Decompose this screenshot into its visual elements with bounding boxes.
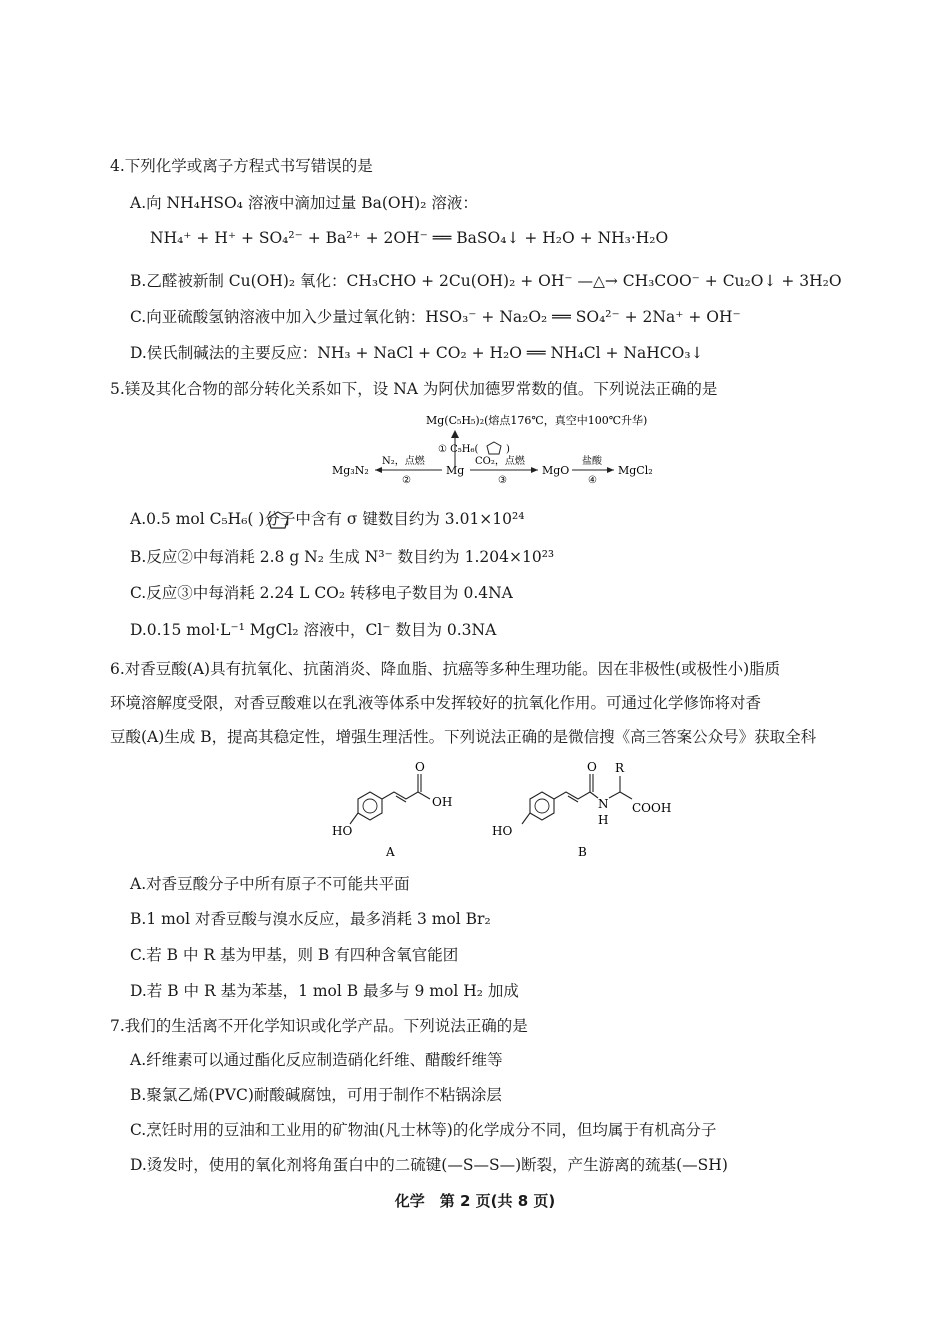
svg-text:): ) [506,444,510,455]
coumaric-acid-structures [320,760,690,865]
q7-option-a: A.纤维素可以通过酯化反应制造硝化纤维、醋酸纤维等 [130,1051,503,1069]
q5-option-a: A.0.5 mol C₅H₆( )分子中含有 σ 键数目约为 3.01×10²⁴ [130,510,525,528]
q6-stem-line2: 环境溶解度受限，对香豆酸难以在乳液等体系中发挥较好的抗氧化作用。可通过化学修饰将对香 [110,694,762,712]
q4-option-d: D.侯氏制碱法的主要反应：NH₃ + NaCl + CO₂ + H₂O ══ NH₄Cl + NaHCO₃↓ [130,344,704,362]
q5-option-d: D.0.15 mol·L⁻¹ MgCl₂ 溶液中，Cl⁻ 数目为 0.3NA [130,621,497,639]
struct-a-o: O [415,760,425,774]
scheme-co2-label: CO₂，点燃 [475,456,525,467]
scheme-mgo: MgO [542,464,570,477]
scheme-mgcl2: MgCl₂ [618,464,653,477]
q4-stem: 4.下列化学或离子方程式书写错误的是 [110,157,373,175]
mg-reaction-scheme [320,408,680,488]
struct-b-h: H [598,813,609,827]
q6-stem-line3: 豆酸(A)生成 B，提高其稳定性，增强生理活性。下列说法正确的是微信搜《高三答案公众号》获取全科 [110,728,817,746]
scheme-mg3n2: Mg₃N₂ [332,464,369,477]
scheme-co2-num: ③ [498,475,507,486]
benzene-ring-b [530,792,554,820]
scheme-n2-label: N₂，点燃 [382,456,425,467]
scheme-hcl-num: ④ [588,475,597,486]
scheme-hcl-label: 盐酸 [582,456,602,467]
scheme-up-label: ① C₅H₆( [438,444,479,455]
q6-option-a: A.对香豆酸分子中所有原子不可能共平面 [130,875,410,893]
q5-option-b: B.反应②中每消耗 2.8 g N₂ 生成 N³⁻ 数目约为 1.204×10²³ [130,548,555,566]
q7-option-b: B.聚氯乙烯(PVC)耐酸碱腐蚀，可用于制作不粘锅涂层 [130,1086,502,1104]
cyclopentadiene-ring-icon [263,510,293,530]
struct-b-n: N [598,797,609,811]
struct-b-r: R [615,761,625,775]
q7-option-c: C.烹饪时用的豆油和工业用的矿物油(凡士林等)的化学成分不同，但均属于有机高分子 [130,1121,717,1139]
q4-option-a-head: A.向 NH₄HSO₄ 溶液中滴加过量 Ba(OH)₂ 溶液： [130,194,478,212]
q7-option-d: D.烫发时，使用的氧化剂将角蛋白中的二硫键(—S—S—)断裂，产生游离的巯基(—SH) [130,1156,728,1174]
q6-option-b: B.1 mol 对香豆酸与溴水反应，最多消耗 3 mol Br₂ [130,910,491,928]
struct-b-ho: HO [492,824,513,838]
struct-a-label: A [386,845,395,859]
q5-option-c: C.反应③中每消耗 2.24 L CO₂ 转移电子数目为 0.4NA [130,584,513,602]
scheme-mg: Mg [446,464,465,477]
cyclopentadiene-icon [487,442,501,454]
struct-b-label: B [578,845,587,859]
scheme-n2-num: ② [402,475,411,486]
page-footer: 化学 第 2 页(共 8 页) [394,1192,556,1210]
scheme-top-product: Mg(C₅H₅)₂(熔点176℃，真空中100℃升华) [426,414,648,427]
q5-stem: 5.镁及其化合物的部分转化关系如下，设 NA 为阿伏加德罗常数的值。下列说法正确的是 [110,380,718,398]
q4-option-a-equation: NH₄⁺ + H⁺ + SO₄²⁻ + Ba²⁺ + 2OH⁻ ══ BaSO₄↓ + H₂O + NH₃·H₂O [150,229,669,247]
struct-a-oh: OH [432,795,453,809]
struct-b-o: O [587,760,597,774]
struct-a-ho: HO [332,824,353,838]
q4-option-b: B.乙醛被新制 Cu(OH)₂ 氧化：CH₃CHO + 2Cu(OH)₂ + OH⁻ —△→ CH₃COO⁻ + Cu₂O↓ + 3H₂O [130,272,842,290]
q6-option-d: D.若 B 中 R 基为苯基，1 mol B 最多与 9 mol H₂ 加成 [130,982,519,1000]
q6-stem-line1: 6.对香豆酸(A)具有抗氧化、抗菌消炎、降血脂、抗癌等多种生理功能。因在非极性(或极性小)脂质 [110,660,781,678]
q7-stem: 7.我们的生活离不开化学知识或化学产品。下列说法正确的是 [110,1017,528,1035]
benzene-ring-a [358,792,382,820]
struct-b-cooh: COOH [632,801,672,815]
q6-option-c: C.若 B 中 R 基为甲基，则 B 有四种含氧官能团 [130,946,459,964]
q4-option-c: C.向亚硫酸氢钠溶液中加入少量过氧化钠：HSO₃⁻ + Na₂O₂ ══ SO₄²⁻ + 2Na⁺ + OH⁻ [130,308,741,326]
